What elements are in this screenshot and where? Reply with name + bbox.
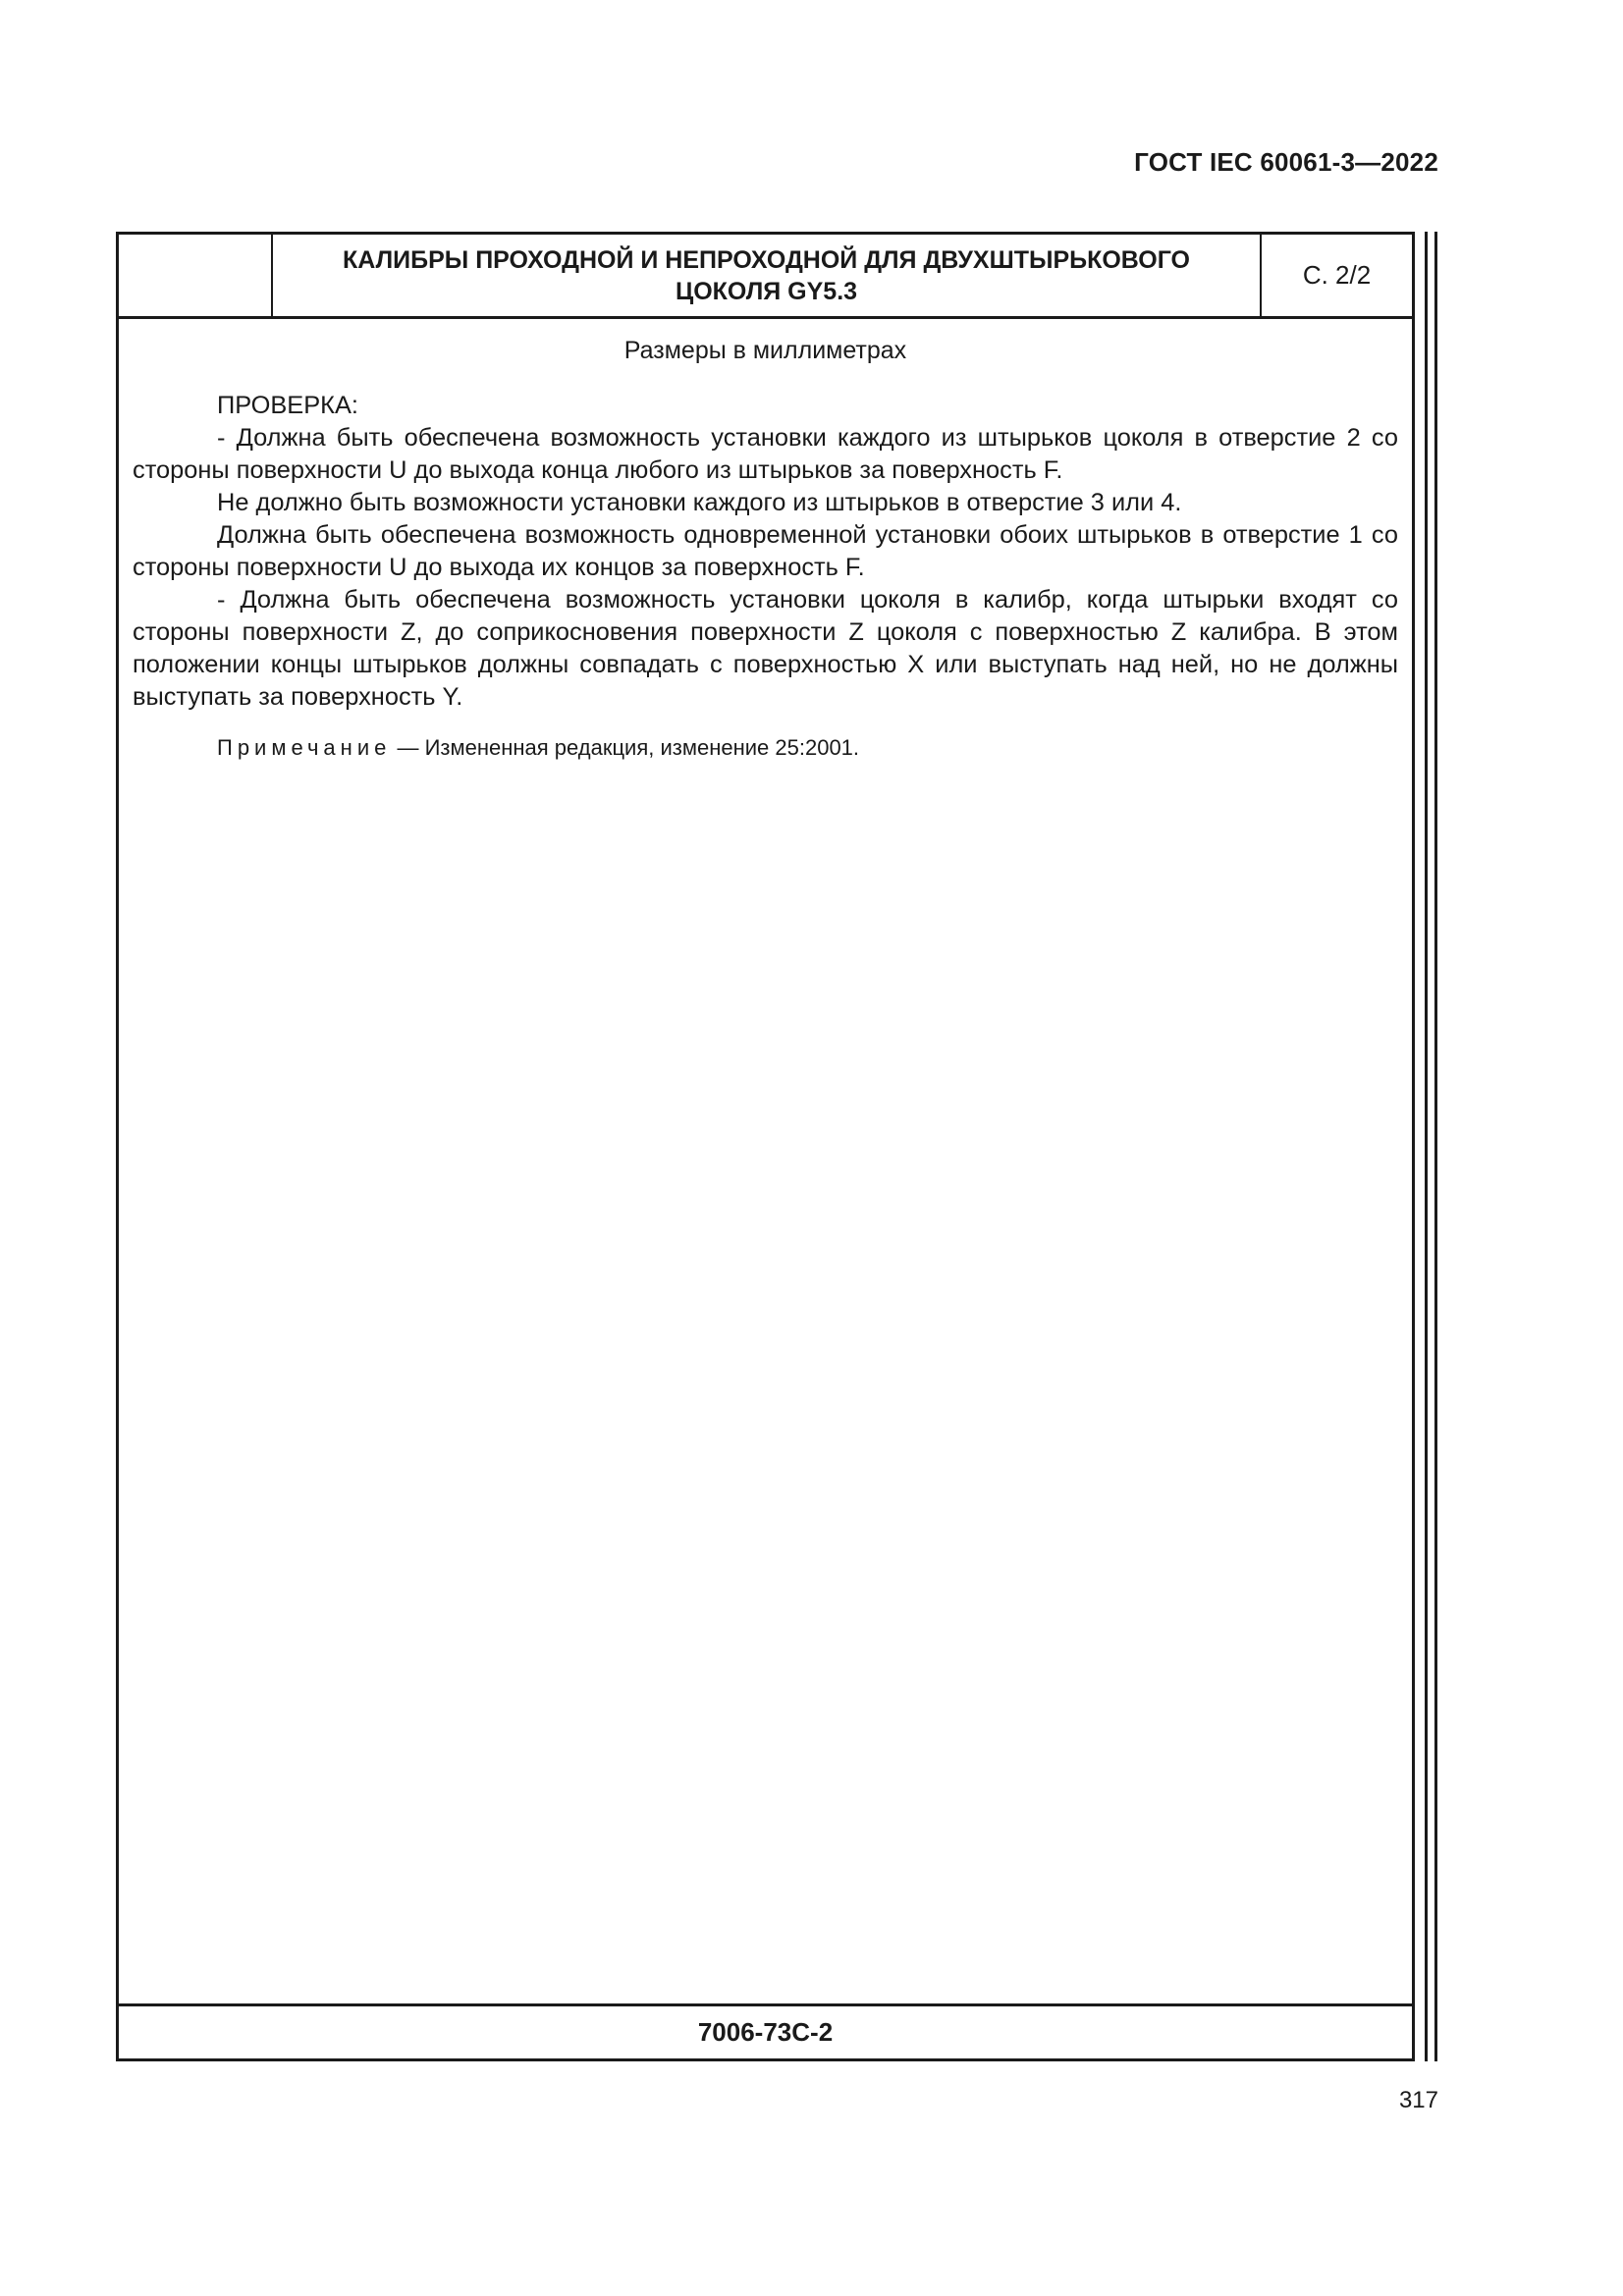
- title-empty-cell: [119, 235, 273, 316]
- check-instructions: [133, 390, 1398, 714]
- document-code: ГОСТ IEC 60061-3—2022: [1134, 147, 1438, 177]
- standard-sheet-frame: [116, 232, 1415, 2061]
- sheet-title-line-2: ЦОКОЛЯ GY5.3: [675, 277, 858, 305]
- note-label: Примечание: [217, 735, 392, 760]
- note: [217, 735, 859, 761]
- paragraph: - Должна быть обеспечена возможность установки каждого из штырьков цоколя в отверстие 2 со стороны поверхности U до выхода конца любого из штырьков за поверхность F.: [133, 424, 1398, 484]
- sheet-code: 7006-73С-2: [119, 2003, 1412, 2058]
- paragraph: Не должно быть возможности установки каждого из штырьков в отверстие 3 или 4.: [217, 489, 1182, 516]
- frame-rail-line: [1425, 232, 1428, 2061]
- sheet-number: С. 2/2: [1302, 260, 1372, 290]
- paragraph: - Должна быть обеспечена возможность установки цоколя в калибр, когда штырьки входят со стороны поверхности Z, до соприкосновения поверхности Z цоколя с поверхностью Z калибра. В этом положении концы штырьков должны совпадать с поверхностью X или выступать над ней, но не должны выступать за поверхность Y.: [133, 586, 1398, 711]
- paragraph: Должна быть обеспечена возможность одновременной установки обоих штырьков в отверстие 1 со стороны поверхности U до выхода их концов за поверхность F.: [133, 521, 1398, 581]
- note-text: — Измененная редакция, изменение 25:2001.: [391, 735, 860, 760]
- paragraph-heading: ПРОВЕРКА:: [217, 392, 358, 419]
- sheet-title-line-1: КАЛИБРЫ ПРОХОДНОЙ И НЕПРОХОДНОЙ ДЛЯ ДВУХШТЫРЬКОВОГО: [343, 245, 1190, 274]
- units-caption: Размеры в миллиметрах: [623, 337, 907, 364]
- sheet-title: [273, 235, 1262, 316]
- title-block: [119, 235, 1412, 319]
- page-number: 317: [1398, 2087, 1438, 2113]
- frame-rail-line: [1434, 232, 1437, 2061]
